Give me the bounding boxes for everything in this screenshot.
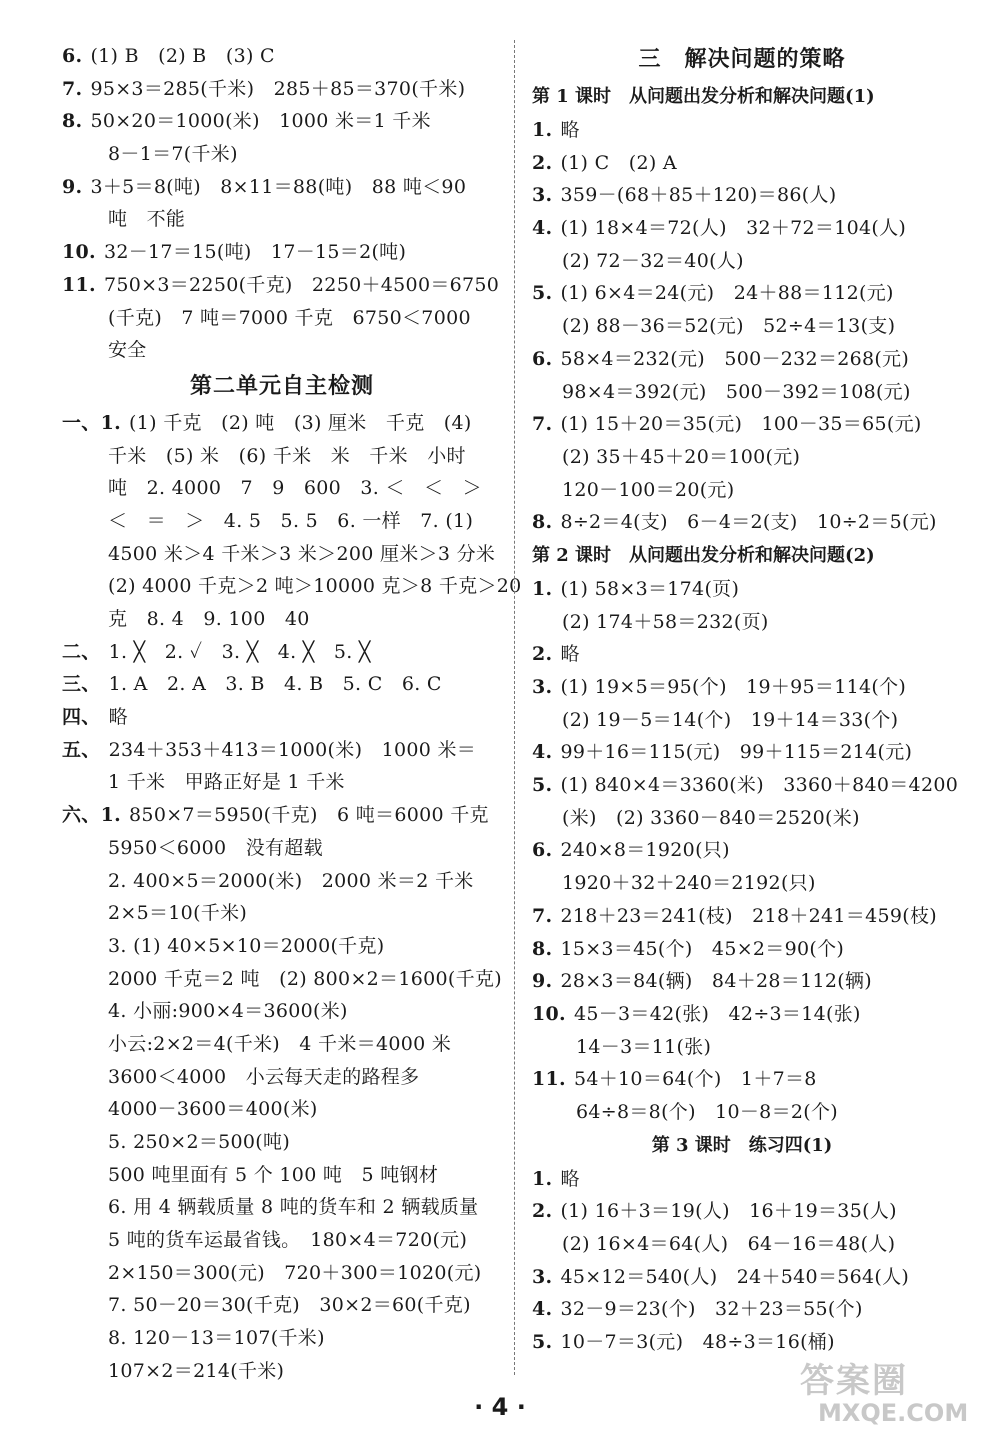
answer-continuation: 1 千米 甲路正好是 1 千米 [108, 771, 345, 794]
answer-line [532, 834, 952, 867]
question-number: 3. [532, 676, 553, 698]
answer-text: 28×3＝84(辆) 84＋28＝112(辆) [560, 970, 872, 993]
watermark-logo [800, 1362, 990, 1432]
answer-line [532, 343, 952, 376]
answer-text: 99＋16＝115(元) 99＋115＝214(元) [560, 741, 913, 764]
answer-text: 234＋353＋413＝1000(米) 1000 米＝ [108, 738, 477, 761]
answer-line [532, 638, 952, 671]
question-number: 2. [532, 1200, 553, 1223]
answer-line [62, 701, 502, 734]
answer-line [62, 236, 502, 269]
answer-continuation: 8. 120－13＝107(千米) [108, 1327, 325, 1350]
answer-line [532, 1261, 952, 1294]
answer-continuation: 1920＋32＋240＝2192(只) [562, 872, 816, 895]
answer-continuation: (2) 88－36＝52(元) 52÷4＝13(支) [562, 315, 896, 338]
answer-line [532, 573, 952, 606]
answer-continuation: 107×2＝214(千米) [108, 1359, 285, 1382]
answer-text: (1) 58×3＝174(页) [560, 577, 740, 600]
answer-continuation: 安全 [108, 339, 147, 362]
question-number: 10. [532, 1002, 566, 1025]
answer-text: 240×8＝1920(只) [560, 839, 730, 862]
question-number: 10. [62, 241, 96, 264]
question-number: 11. [62, 273, 96, 296]
answer-text: 略 [108, 706, 128, 729]
answer-continuation: 吨 2. 4000 7 9 600 3. ＜ ＜ ＞ [108, 477, 482, 500]
answer-line [532, 998, 952, 1031]
answer-continuation: 吨 不能 [108, 208, 186, 231]
answer-line [532, 179, 952, 212]
answer-continuation: 5950＜6000 没有超载 [108, 836, 323, 859]
question-number: 2. [532, 151, 553, 174]
question-number: 7. [532, 413, 553, 436]
answer-continuation: 6. 用 4 辆载质量 8 吨的货车和 2 辆载质量 [108, 1196, 479, 1219]
answer-continuation: 2×5＝10(千米) [108, 902, 248, 925]
question-number: 5. [532, 774, 553, 797]
answer-continuation: (2) 16×4＝64(人) 64－16＝48(人) [562, 1233, 896, 1255]
section-heading: 第二单元自主检测 [189, 372, 374, 399]
answer-text: 58×4＝232(元) 500－232＝268(元) [560, 347, 910, 370]
answer-text: 50×20＝1000(米) 1000 米＝1 千米 [90, 110, 431, 133]
answer-line [532, 506, 952, 539]
question-number: 3. [532, 184, 553, 207]
question-number: 4. [532, 1298, 553, 1321]
answer-line [62, 171, 502, 204]
column-divider [514, 40, 515, 1375]
answer-continuation: 2×150＝300(元) 720＋300＝1020(元) [108, 1261, 482, 1284]
answer-text: 1. A 2. A 3. B 4. B 5. C 6. C [108, 673, 442, 696]
answer-line [532, 212, 952, 245]
answer-continuation: (2) 72－32＝40(人) [562, 249, 744, 272]
answer-text: 750×3＝2250(千克) 2250＋4500＝6750 [103, 273, 500, 296]
answer-continuation: ＜ ＝ ＞ 4. 5 5. 5 6. 一样 7. (1) [108, 509, 474, 532]
answer-text: (1) C (2) A [560, 151, 677, 174]
question-number: 1. [532, 119, 553, 141]
answer-continuation: 500 吨里面有 5 个 100 吨 5 吨钢材 [108, 1163, 439, 1186]
question-number: 1. [532, 577, 553, 600]
answer-continuation: (2) 174＋58＝232(页) [562, 610, 769, 633]
answer-continuation: 小云:2×2＝4(千米) 4 千米＝4000 米 [108, 1032, 452, 1055]
question-number: 8. [532, 511, 553, 534]
answer-text: 45×12＝540(人) 24＋540＝564(人) [560, 1265, 910, 1288]
answer-continuation: 3600＜4000 小云每天走的路程多 [108, 1065, 420, 1088]
answer-line [532, 147, 952, 180]
answer-line [532, 769, 959, 802]
answer-continuation: (2) 19－5＝14(个) 19＋14＝33(个) [562, 708, 899, 731]
question-number: 11. [532, 1068, 566, 1091]
answer-line [532, 900, 952, 933]
answer-line [62, 668, 502, 701]
answer-text: (1) 15＋20＝35(元) 100－35＝65(元) [560, 413, 922, 436]
answer-text: 32－17＝15(吨) 17－15＝2(吨) [103, 241, 407, 264]
answer-continuation: 5 吨的货车运最省钱。 180×4＝720(元) [108, 1229, 468, 1252]
answer-line [532, 408, 952, 441]
answer-text: (1) 840×4＝3360(米) 3360＋840＝4200 [560, 774, 959, 797]
question-number: 5. [532, 282, 553, 305]
answer-line [532, 114, 952, 147]
answer-continuation: (千克) 7 吨＝7000 千克 6750＜7000 [108, 306, 471, 329]
question-number: 9. [532, 970, 553, 993]
answer-line [62, 73, 502, 106]
question-number: 1. [532, 1167, 553, 1190]
answer-text: 359－(68＋85＋120)＝86(人) [560, 184, 837, 207]
question-number: 一、1. [62, 411, 122, 434]
page-number: · 4 · [474, 1393, 526, 1421]
answer-continuation: 8－1＝7(千米) [108, 143, 238, 166]
question-number: 9. [62, 175, 83, 198]
answer-text: 32－9＝23(个) 32＋23＝55(个) [560, 1298, 863, 1321]
question-number: 2. [532, 643, 553, 666]
answer-continuation: (2) 35＋45＋20＝100(元) [562, 445, 801, 468]
section-heading: 三 解决问题的策略 [638, 46, 846, 72]
answer-line [62, 269, 502, 302]
question-number: 二、 [62, 640, 101, 663]
answer-continuation: 7. 50－20＝30(千克) 30×2＝60(千克) [108, 1294, 471, 1317]
question-number: 4. [532, 741, 553, 764]
answer-continuation: 4. 小丽:900×4＝3600(米) [108, 1000, 348, 1023]
answer-continuation: 克 8. 4 9. 100 40 [108, 608, 310, 630]
answer-line [62, 799, 502, 832]
question-number: 6. [62, 45, 83, 67]
right-column [532, 40, 959, 1359]
answer-line [532, 277, 952, 310]
question-number: 五、 [62, 738, 101, 761]
answer-line [62, 105, 502, 138]
answer-text: (1) B (2) B (3) C [90, 45, 275, 67]
answer-line [62, 40, 502, 73]
answer-line [532, 1326, 952, 1359]
answer-continuation: 千米 (5) 米 (6) 千米 米 千米 小时 [108, 444, 466, 467]
answer-line [532, 933, 952, 966]
watermark-text: 答案圈 [800, 1361, 908, 1401]
answer-text: (1) 18×4＝72(人) 32＋72＝104(人) [560, 217, 907, 240]
answer-text: 45－3＝42(张) 42÷3＝14(张) [573, 1002, 861, 1025]
watermark-url: MXQE.COM [818, 1399, 969, 1427]
question-number: 六、1. [62, 804, 122, 827]
answer-line [62, 636, 502, 669]
answer-text: (1) 千克 (2) 吨 (3) 厘米 千克 (4) [129, 411, 472, 434]
question-number: 4. [532, 217, 553, 240]
question-number: 5. [532, 1331, 553, 1354]
answer-text: 15×3＝45(个) 45×2＝90(个) [560, 937, 845, 960]
answer-line [532, 965, 952, 998]
answer-line [62, 407, 502, 440]
answer-line [532, 671, 952, 704]
answer-text: (1) 6×4＝24(元) 24＋88＝112(元) [560, 282, 894, 305]
question-number: 四、 [62, 706, 101, 729]
answer-line [532, 1063, 952, 1096]
answer-text: 10－7＝3(元) 48÷3＝16(桶) [560, 1331, 835, 1354]
answer-text: 850×7＝5950(千克) 6 吨＝6000 千克 [129, 804, 489, 827]
answer-line [532, 736, 952, 769]
answer-continuation: 64÷8＝8(个) 10－8＝2(个) [576, 1100, 838, 1123]
answer-continuation: 4500 米＞4 千米＞3 米＞200 厘米＞3 分米 [108, 542, 496, 565]
answer-text: 218＋23＝241(枝) 218＋241＝459(枝) [560, 904, 937, 927]
answer-line [532, 1195, 952, 1228]
lesson-heading: 第 3 课时 练习四(1) [651, 1134, 833, 1156]
lesson-heading: 第 2 课时 从问题出发分析和解决问题(2) [532, 544, 875, 566]
answer-text: 95×3＝285(千米) 285＋85＝370(千米) [90, 77, 466, 100]
question-number: 3. [532, 1265, 553, 1288]
answer-text: 1. ╳ 2. ✓ 3. ╳ 4. ╳ 5. ╳ [108, 640, 371, 663]
answer-text: 略 [560, 1167, 580, 1190]
answer-text: (1) 16＋3＝19(人) 16＋19＝35(人) [560, 1200, 897, 1223]
answer-continuation: 5. 250×2＝500(吨) [108, 1131, 291, 1153]
answer-text: 3＋5＝8(吨) 8×11＝88(吨) 88 吨＜90 [90, 175, 467, 198]
answer-continuation: 2000 千克＝2 吨 (2) 800×2＝1600(千克) [108, 967, 502, 990]
answer-line [532, 1163, 952, 1196]
question-number: 7. [532, 904, 553, 927]
question-number: 8. [532, 937, 553, 960]
question-number: 6. [532, 347, 553, 370]
answer-continuation: (2) 4000 千克＞2 吨＞10000 克＞8 千克＞20 [108, 575, 522, 598]
answer-continuation: 14－3＝11(张) [576, 1035, 712, 1058]
answer-text: (1) 19×5＝95(个) 19＋95＝114(个) [560, 676, 907, 698]
answer-text: 略 [560, 119, 580, 141]
answer-continuation: (米) (2) 3360－840＝2520(米) [562, 806, 860, 829]
question-number: 7. [62, 77, 83, 100]
question-number: 8. [62, 110, 83, 133]
answer-continuation: 2. 400×5＝2000(米) 2000 米＝2 千米 [108, 869, 474, 892]
lesson-heading: 第 1 课时 从问题出发分析和解决问题(1) [532, 86, 875, 107]
answer-line [532, 1293, 952, 1326]
answer-continuation: 4000－3600＝400(米) [108, 1098, 318, 1121]
answer-continuation: 3. (1) 40×5×10＝2000(千克) [108, 934, 385, 957]
answer-line [62, 734, 502, 767]
left-column [62, 40, 522, 1388]
answer-text: 8÷2＝4(支) 6－4＝2(支) 10÷2＝5(元) [560, 511, 937, 534]
question-number: 6. [532, 839, 553, 862]
answer-text: 略 [560, 643, 580, 666]
answer-continuation: 98×4＝392(元) 500－392＝108(元) [562, 380, 911, 403]
answer-continuation: 120－100＝20(元) [562, 478, 735, 501]
answer-text: 54＋10＝64(个) 1＋7＝8 [573, 1068, 817, 1091]
question-number: 三、 [62, 673, 101, 696]
